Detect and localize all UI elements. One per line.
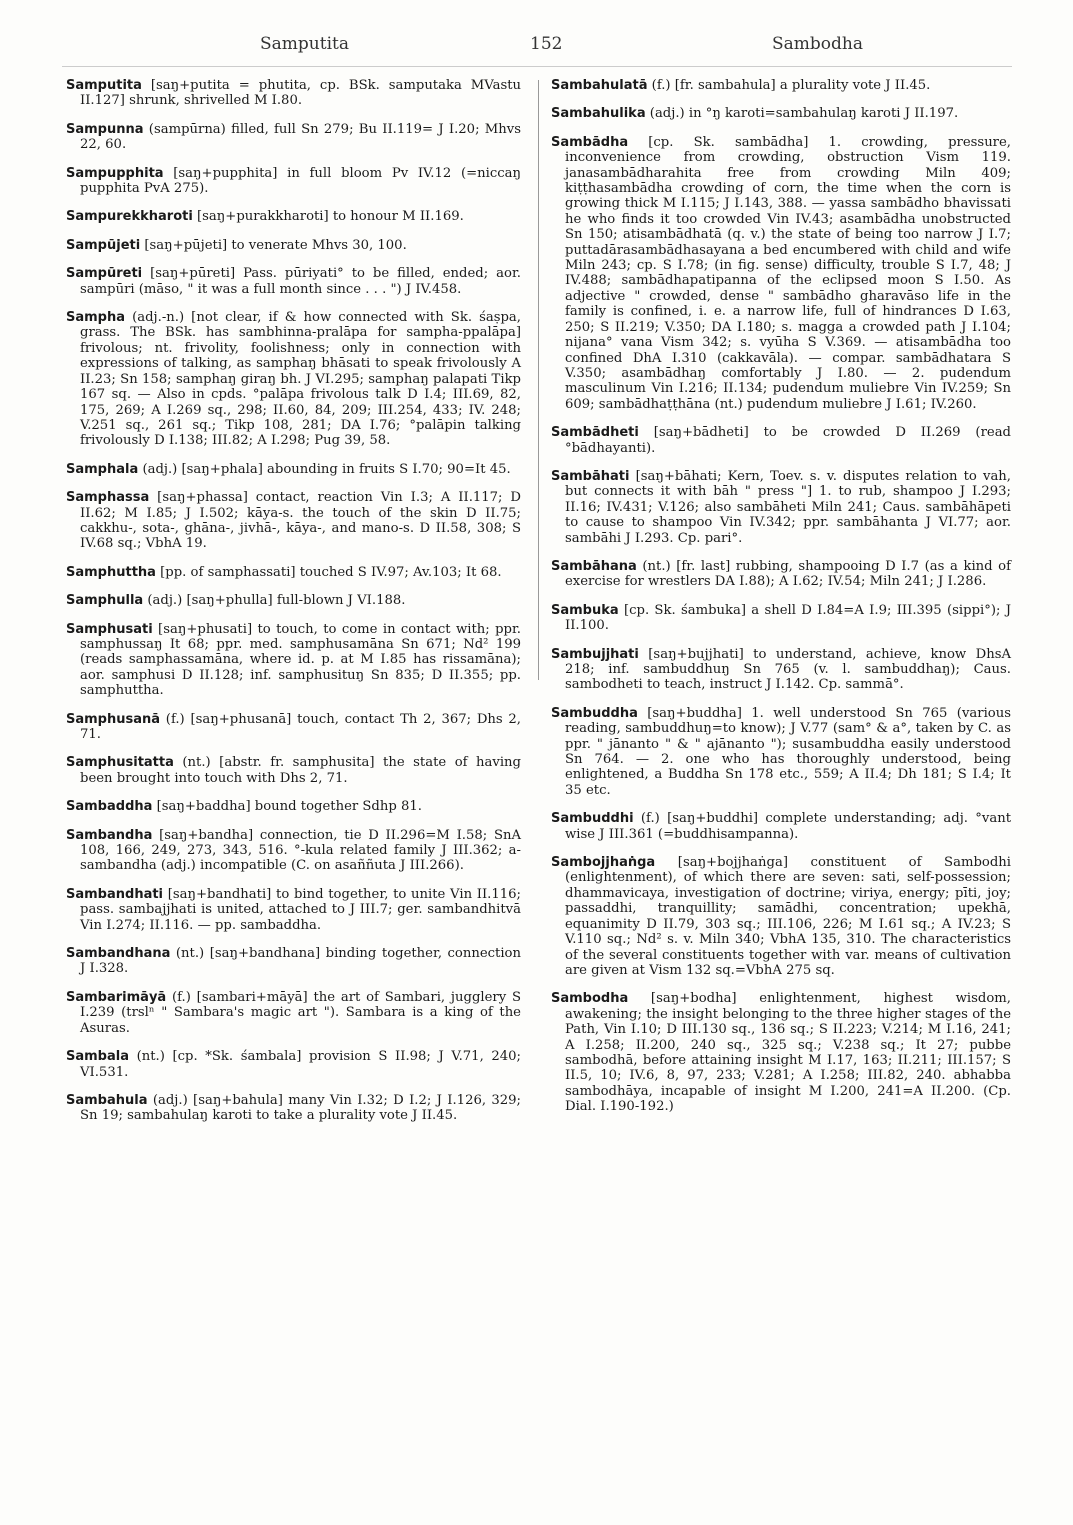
entry-headword: Sambuddhi	[551, 811, 634, 827]
entry-headword: Sambāhati	[551, 468, 630, 484]
entry-definition: [saŋ+bādheti] to be crowded D II.269 (read °bādhayanti).	[565, 425, 1011, 456]
entry-definition: [saŋ+bojjhaṅga] constituent of Sambodhi (enlightenment), of which there are seven: sati, self-possession; dhammavicaya, investigation of doctrine; viriya, energy; pīti, joy; passaddhi, tranquillity; samādhi, concentration; upekhā, equanimity D II.79, 303 sq.; III.106, 226; M I.61 sq.; A IV.23; S V.110 sq.; Nd² s. v. Miln 340; VbhA 135, 310. The characteristics of the several constituents together with var. means of cultivation are given at Vism 132 sq.=VbhA 275 sq.	[565, 855, 1011, 978]
dictionary-entry	[551, 106, 1011, 121]
entry-definition: [saŋ+bujjhati] to understand, achieve, know DhsA 218; inf. sambuddhuŋ Sn 765 (v. l. sambuddhaŋ); Caus. sambodheti to teach, instruct J I.142. Cp. sammā°.	[565, 646, 1011, 693]
entry-headword: Sambojjhaṅga	[551, 855, 656, 871]
entry-headword: Sambala	[66, 1049, 129, 1065]
page-number: 152	[530, 34, 563, 54]
dictionary-entry	[66, 755, 521, 786]
entry-definition: [saŋ+purakkharoti] to honour M II.169.	[192, 209, 464, 225]
entry-definition: [saŋ+buddha] 1. well understood Sn 765 (various reading, sambuddhuŋ=to know); J V.77 (sam° & a°, taken by C. as ppr. " jānanto " & " ajānanto "); susambuddha easily understood Sn 764. — 2. one who has thoroughly understood, being enlightened, a Buddha Sn 178 etc., 559; A II.4; Dh 181; S I.4; It 35 etc.	[565, 705, 1011, 798]
entry-headword: Sambuka	[551, 602, 619, 618]
entry-definition: [saŋ+pupphita] in full bloom Pv IV.12 (=niccaŋ pupphita PvA 275).	[80, 165, 521, 197]
entry-headword: Sambandha	[66, 827, 153, 843]
entry-definition: (f.) [saŋ+buddhi] complete understanding; adj. °vant wise J III.361 (=buddhisampanna).	[565, 811, 1011, 842]
dictionary-entry	[551, 647, 1011, 693]
entry-definition: (nt.) [cp. *Sk. śambala] provision S II.98; J V.71, 240; VI.531.	[80, 1049, 521, 1080]
entry-headword: Sampurekkharoti	[66, 209, 193, 225]
entry-headword: Sambahulatā	[551, 78, 648, 93]
dictionary-entry	[66, 887, 521, 933]
right-column	[551, 78, 1011, 1128]
entry-headword: Samphuttha	[66, 564, 156, 580]
entry-headword: Sambuddha	[551, 705, 638, 721]
entry-headword: Sambahula	[66, 1092, 148, 1108]
entry-headword: Sambujjhati	[551, 646, 639, 662]
dictionary-entry	[66, 1093, 521, 1124]
dictionary-entry	[66, 990, 521, 1036]
dictionary-entry	[66, 946, 521, 977]
entry-headword: Sambāhana	[551, 558, 637, 574]
dictionary-entry	[551, 855, 1011, 978]
entry-headword: Samphassa	[66, 490, 150, 506]
dictionary-entry	[66, 799, 521, 814]
entry-headword: Sambahulika	[551, 106, 646, 122]
dictionary-entry	[66, 310, 521, 449]
dictionary-entry	[66, 209, 521, 224]
dictionary-entry	[551, 603, 1011, 634]
entry-headword: Sambādha	[551, 134, 629, 150]
entry-headword: Samphulla	[66, 593, 144, 609]
dictionary-entry	[66, 122, 521, 153]
entry-headword: Samphala	[66, 461, 139, 477]
dictionary-entry	[551, 811, 1011, 842]
entry-definition: (adj.) in °ŋ karoti=sambahulaŋ karoti J II.197.	[645, 106, 959, 122]
entry-definition: (f.) [saŋ+phusanā] touch, contact Th 2, 367; Dhs 2, 71.	[80, 711, 521, 742]
entry-definition: [saŋ+phassa] contact, reaction Vin I.3; A II.117; D II.62; M I.85; J I.502; kāya-s. the touch of the skin D II.75; cakkhu-, sota-, ghāna-, jivhā-, kāya-, and mano-s. D II.58, 308; S IV.68 sq.; VbhA 19.	[80, 490, 521, 552]
entry-definition: [saŋ+pūreti] Pass. pūriyati° to be filled, ended; aor. sampūri (māso, " it was a full month since . . . ") J IV.458.	[80, 266, 521, 297]
entry-definition: [saŋ+bodha] enlightenment, highest wisdom, awakening; the insight belonging to the three higher stages of the Path, Vin I.10; D III.130 sq., 136 sq.; S II.223; V.214; M I.16, 241; A I.258; II.200, 240 sq., 325 sq.; V.238 sq.; It 27; pubbe sambodhā, before attaining insight M I.17, 163; II.211; III.157; S II.5, 10; IV.6, 8, 97, 233; V.281; A I.258; III.82, 240. abhabba sambodhāya, incapable of insight M I.200, 241=A II.200. (Cp. Dial. I.190-192.)	[565, 991, 1011, 1115]
dictionary-entry	[66, 593, 521, 608]
dictionary-entry	[66, 565, 521, 580]
entry-headword: Sambarimāyā	[66, 989, 167, 1005]
entry-definition: [saŋ+bandha] connection, tie D II.296=M I.58; SnA 108, 166, 249, 273, 343, 516. °-kula related family J III.362; a-sambandha (adj.) incompatible (C. on asaññuta J III.266).	[80, 827, 521, 874]
dictionary-entry	[66, 166, 521, 197]
dictionary-entry	[66, 1049, 521, 1080]
entry-definition: [cp. Sk. sambādha] 1. crowding, pressure, inconvenience from crowding, obstruction Vism 119. janasambādharahita free from crowding Miln 409; kiṭṭhasambādha crowding of corn, the time when the corn is growing thick M I.115; J I.143, 388. — yassa sambādho bhavissati he who finds it too crowded Vin IV.43; asambādha unobstructed Sn 150; atisambādhatā (q. v.) the state of being too narrow J I.7; puttadārasambādhasayana a bed encumbered with child and wife Miln 243; cp. S I.78; (in fig. sense) difficulty, trouble S I.7, 48; J IV.488; sambādhapatipanna of the eclipsed moon S I.50. As adjective " crowded, dense " sambādho gharavāso life in the family is confined, i. e. a narrow life, full of hindrances D I.63, 250; S II.219; V.350; DA I.180; s. magga a crowded path J I.104; nijana° vana Vism 342; s. vyūha S V.369. — atisambādha too confined DhA I.310 (cakkavāla). — compar. sambādhatara S V.350; asambādhaŋ comfortably J I.80. — 2. pudendum masculinum Vin I.216; II.134; pudendum muliebre Vin IV.259; Sn 609; sambādhaṭṭhāna (nt.) pudendum muliebre J I.61; IV.260.	[565, 134, 1011, 412]
entry-definition: (adj.) [saŋ+phulla] full-blown J VI.188.	[143, 593, 406, 609]
dictionary-entry	[551, 135, 1011, 412]
entry-headword: Sambādheti	[551, 425, 639, 441]
running-head-last-word: Sambodha	[772, 34, 863, 54]
running-head	[60, 34, 1013, 60]
dictionary-entry	[66, 490, 521, 552]
entry-headword: Samputita	[66, 78, 142, 93]
dictionary-entry	[66, 462, 521, 477]
entry-headword: Samphusanā	[66, 711, 161, 727]
dictionary-entry	[551, 425, 1011, 456]
dictionary-entry	[66, 712, 521, 743]
entry-definition: [saŋ+pūjeti] to venerate Mhvs 30, 100.	[140, 237, 407, 253]
column-divider	[538, 80, 539, 680]
entry-definition: (nt.) [fr. last] rubbing, shampooing D I.7 (as a kind of exercise for wrestlers DA I.88); A I.62; IV.54; Miln 241; J I.286.	[565, 558, 1011, 590]
dictionary-entry	[551, 991, 1011, 1114]
entry-definition: (adj.) [saŋ+bahula] many Vin I.32; D I.2; J I.126, 329; Sn 19; sambahulaŋ karoti to take a plurality vote J II.45.	[80, 1092, 521, 1124]
entry-definition: [saŋ+bandhati] to bind together, to unite Vin II.116; pass. sambajjhati is united, attached to J III.7; ger. sambandhitvā Vin I.274; II.116. — pp. sambaddha.	[80, 886, 521, 933]
entry-definition: (f.) [sambari+māyā] the art of Sambari, jugglery S I.239 (trslⁿ " Sambara's magic art "). Sambara is a king of the Asuras.	[80, 989, 521, 1036]
dictionary-entry	[66, 238, 521, 253]
entry-definition: [cp. Sk. śambuka] a shell D I.84=A I.9; III.395 (sippi°); J II.100.	[565, 602, 1011, 634]
entry-definition: (nt.) [abstr. fr. samphusita] the state of having been brought into touch with Dhs 2, 71.	[80, 755, 521, 786]
entry-definition: [pp. of samphassati] touched S IV.97; Av.103; It 68.	[155, 564, 502, 580]
entry-definition: (adj.-n.) [not clear, if & how connected with Sk. śaṣpa, grass. The BSk. has sambhinna-pralāpa for sampha-ppalāpa] frivolous; nt. frivolity, foolishness; only in connection with expressions of talking, as samphaŋ bhāsati to speak frivolously A II.23; Sn 158; samphaŋ giraŋ bh. J VI.295; samphaŋ palapati Tikp 167 sq. — Also in cpds. °palāpa frivolous talk D I.4; III.69, 82, 175, 269; A I.269 sq., 298; II.60, 84, 209; III.254, 433; IV. 248; V.251 sq., 261 sq.; Tikp 108, 281; DA I.76; °palāpin talking frivolously D I.138; III.82; A I.298; Pug 39, 58.	[80, 310, 521, 449]
entry-headword: Sambodha	[551, 991, 629, 1007]
entry-headword: Sampūreti	[66, 266, 143, 282]
entry-definition: [saŋ+bāhati; Kern, Toev. s. v. disputes relation to vah, but connects it with bāh " press "] 1. to rub, shampoo J I.293; II.16; IV.431; V.126; also sambāheti Miln 241; Caus. sambāhāpeti to cause to shampoo Vin IV.342; ppr. sambāhanta J VI.77; aor. sambāhi J I.293. Cp. pari°.	[565, 468, 1011, 546]
dictionary-entry	[66, 828, 521, 874]
entry-headword: Samphusati	[66, 621, 153, 637]
dictionary-entry	[551, 78, 1011, 93]
entry-definition: (adj.) [saŋ+phala] abounding in fruits S I.70; 90=It 45.	[138, 461, 511, 477]
entry-headword: Sambandhati	[66, 886, 164, 902]
dictionary-entry	[66, 266, 521, 297]
dictionary-entry	[551, 469, 1011, 546]
dictionary-entry	[66, 622, 521, 699]
entry-headword: Sampha	[66, 310, 126, 326]
header-rule	[62, 66, 1012, 67]
entry-definition: [saŋ+baddha] bound together Sdhp 81.	[152, 799, 422, 815]
left-column	[66, 78, 521, 1137]
entry-definition: (nt.) [saŋ+bandhana] binding together, connection J I.328.	[80, 946, 521, 977]
dictionary-entry	[551, 559, 1011, 590]
entry-headword: Sambaddha	[66, 799, 153, 815]
entry-definition: [saŋ+phusati] to touch, to come in contact with; ppr. samphussaŋ It 68; ppr. med. samphusamāna Sn 671; Nd² 199 (reads samphassamāna, where id. p. at M I.85 has rissamāna); aor. samphusi D II.128; inf. samphusituŋ Sn 835; D II.355; pp. samphuttha.	[80, 621, 521, 699]
running-head-first-word: Samputita	[260, 34, 349, 54]
entry-definition: (f.) [fr. sambahula] a plurality vote J II.45.	[647, 78, 931, 93]
dictionary-entry	[66, 78, 521, 109]
entry-definition: (sampūrna) filled, full Sn 279; Bu II.119= J I.20; Mhvs 22, 60.	[80, 121, 521, 153]
entry-headword: Sampunna	[66, 121, 144, 137]
entry-headword: Sambandhana	[66, 946, 171, 962]
entry-headword: Sampūjeti	[66, 237, 141, 253]
entry-headword: Sampupphita	[66, 165, 164, 181]
entry-definition: [saŋ+putita = phutita, cp. BSk. samputaka MVastu II.127] shrunk, shrivelled M I.80.	[80, 78, 521, 109]
dictionary-entry	[551, 706, 1011, 798]
entry-headword: Samphusitatta	[66, 755, 174, 771]
